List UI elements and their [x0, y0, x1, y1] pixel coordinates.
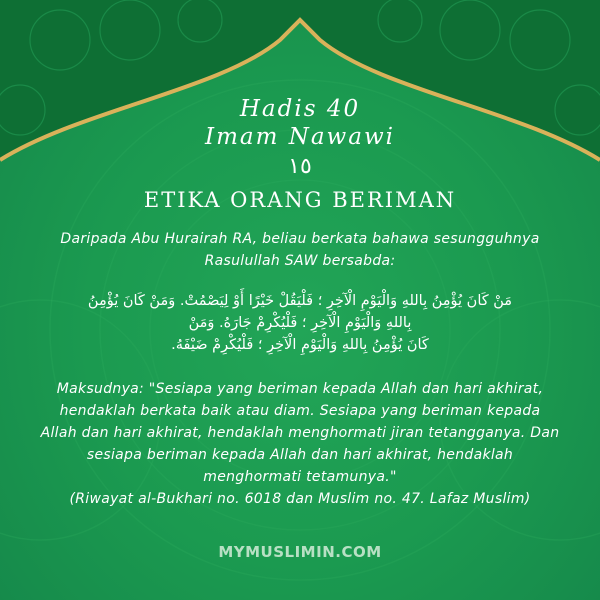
arabic-line: كَانَ يُؤْمِنُ بِاللهِ وَالْيَوْمِ الْآخِرِ ؛ فَلْيُكْرِمْ ضَيْفَهُ. — [171, 337, 429, 353]
title-line-1: Hadis 40 — [239, 96, 361, 122]
arabic-line: مَنْ كَانَ يُؤْمِنُ بِاللهِ وَالْيَوْمِ الْآخِرِ ؛ فَلْيَقُلْ خَيْرًا أَوْ لِيَصْمُتْ. وَمَنْ كَانَ يُؤْمِنُ — [87, 293, 513, 309]
title-line-2: Imam Nawawi — [204, 124, 395, 150]
source-text: (Riwayat al-Bukhari no. 6018 dan Muslim no. 47. Lafaz Muslim) — [69, 491, 531, 507]
meaning-text: Maksudnya: "Sesiapa yang beriman kepada Allah dan hari akhirat, hendaklah berkata baik atau diam. Sesiapa yang beriman kepada Allah dan hari akhirat, hendaklah menghormati jiran tetangganya. Dan sesiapa beriman kepada Allah dan hari akhirat, hendaklah menghormati tetamunya." — [40, 381, 560, 485]
arabic-line: بِاللهِ وَالْيَوْمِ الْآخِرِ ؛ فَلْيُكْرِمْ جَارَهُ. وَمَنْ — [188, 315, 412, 331]
intro-text: Daripada Abu Hurairah RA, beliau berkata bahawa sesungguhnya Rasulullah SAW bersabda: — [60, 231, 540, 269]
brand-watermark: MYMUSLIMIN.COM — [218, 543, 382, 561]
hadith-number: ١٥ — [288, 154, 312, 179]
hadith-heading: ETIKA ORANG BERIMAN — [143, 188, 457, 212]
arabic-text — [0, 290, 600, 356]
meaning-block — [0, 378, 600, 510]
